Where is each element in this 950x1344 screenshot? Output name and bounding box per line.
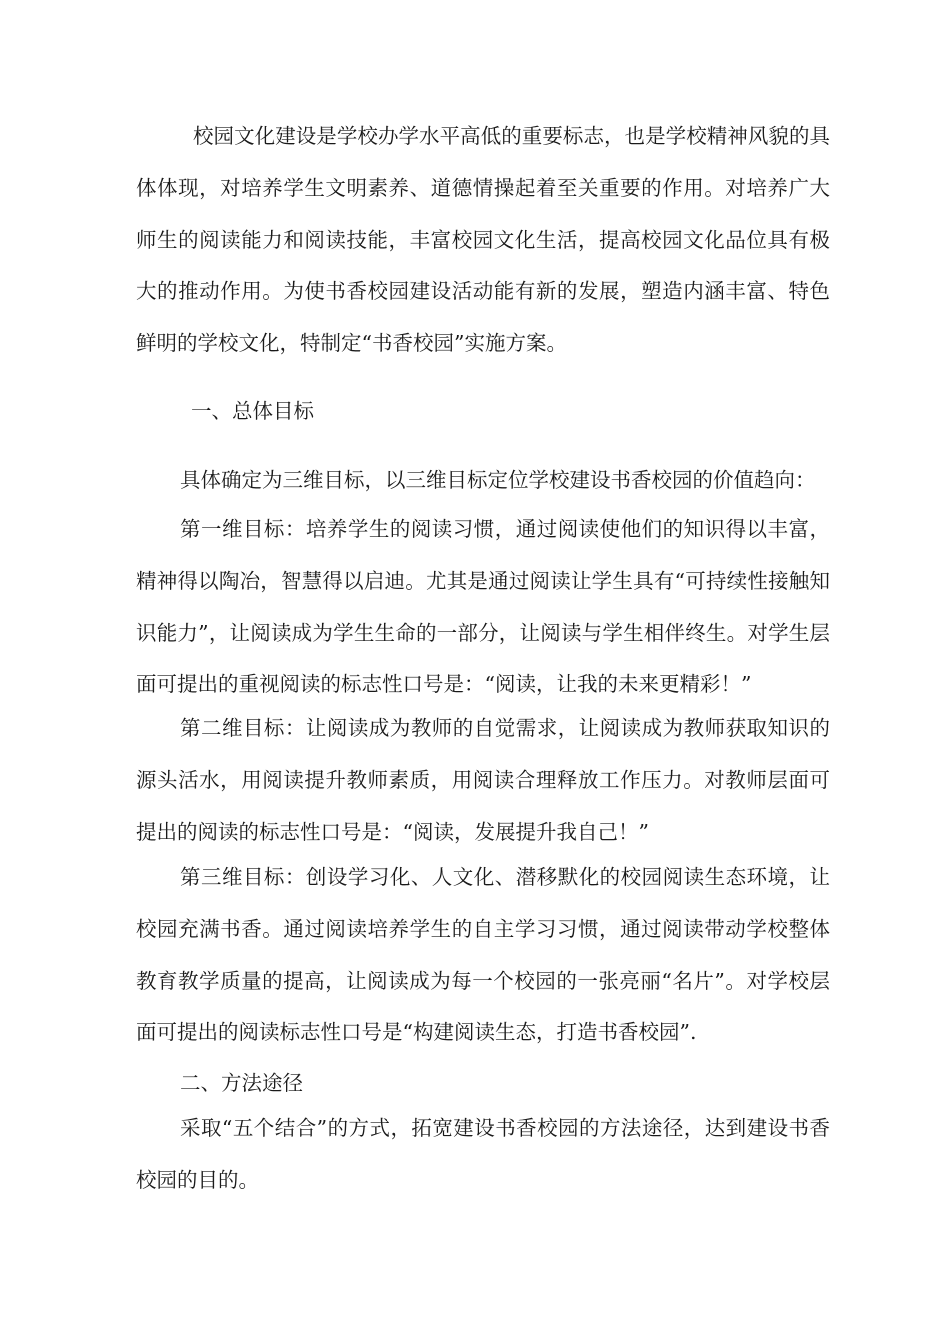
- section-heading-overall-goals: 一、总体目标: [191, 399, 314, 423]
- goal-3-paragraph: 第三维目标：创设学习化、人文化、潜移默化的校园阅读生态环境，让校园充满书香。通过阅读培养学生的自主学习习惯，通过阅读带动学校整体教育教学质量的提高，让阅读成为每一个校园的一张亮丽“名片”。对学校层面可提出的阅读标志性口号是“构建阅读生态，打造书香校园”.: [136, 865, 830, 1045]
- goal-2-paragraph: 第二维目标：让阅读成为教师的自觉需求，让阅读成为教师获取知识的源头活水，用阅读提升教师素质，用阅读合理释放工作压力。对教师层面可提出的阅读的标志性口号是：“阅读，发展提升我自己！”: [136, 716, 830, 844]
- section2-intro-paragraph: 采取“五个结合”的方式，拓宽建设书香校园的方法途径，达到建设书香校园的目的。: [136, 1116, 830, 1192]
- section1-intro-paragraph: 具体确定为三维目标，以三维目标定位学校建设书香校园的价值趋向：: [180, 468, 816, 492]
- goal-1-paragraph: 第一维目标：培养学生的阅读习惯，通过阅读使他们的知识得以丰富，精神得以陶冶，智慧得以启迪。尤其是通过阅读让学生具有“可持续性接触知识能力”，让阅读成为学生生命的一部分，让阅读与学生相伴终生。对学生层面可提出的重视阅读的标志性口号是：“阅读，让我的未来更精彩！”: [136, 517, 830, 697]
- section-heading-methods: 二、方法途径: [180, 1071, 303, 1095]
- intro-paragraph: 校园文化建设是学校办学水平高低的重要标志，也是学校精神风貌的具体体现，对培养学生文明素养、道德情操起着至关重要的作用。对培养广大师生的阅读能力和阅读技能，丰富校园文化生活，提高校园文化品位具有极大的推动作用。为使书香校园建设活动能有新的发展，塑造内涵丰富、特色鲜明的学校文化，特制定“书香校园”实施方案。: [136, 124, 830, 356]
